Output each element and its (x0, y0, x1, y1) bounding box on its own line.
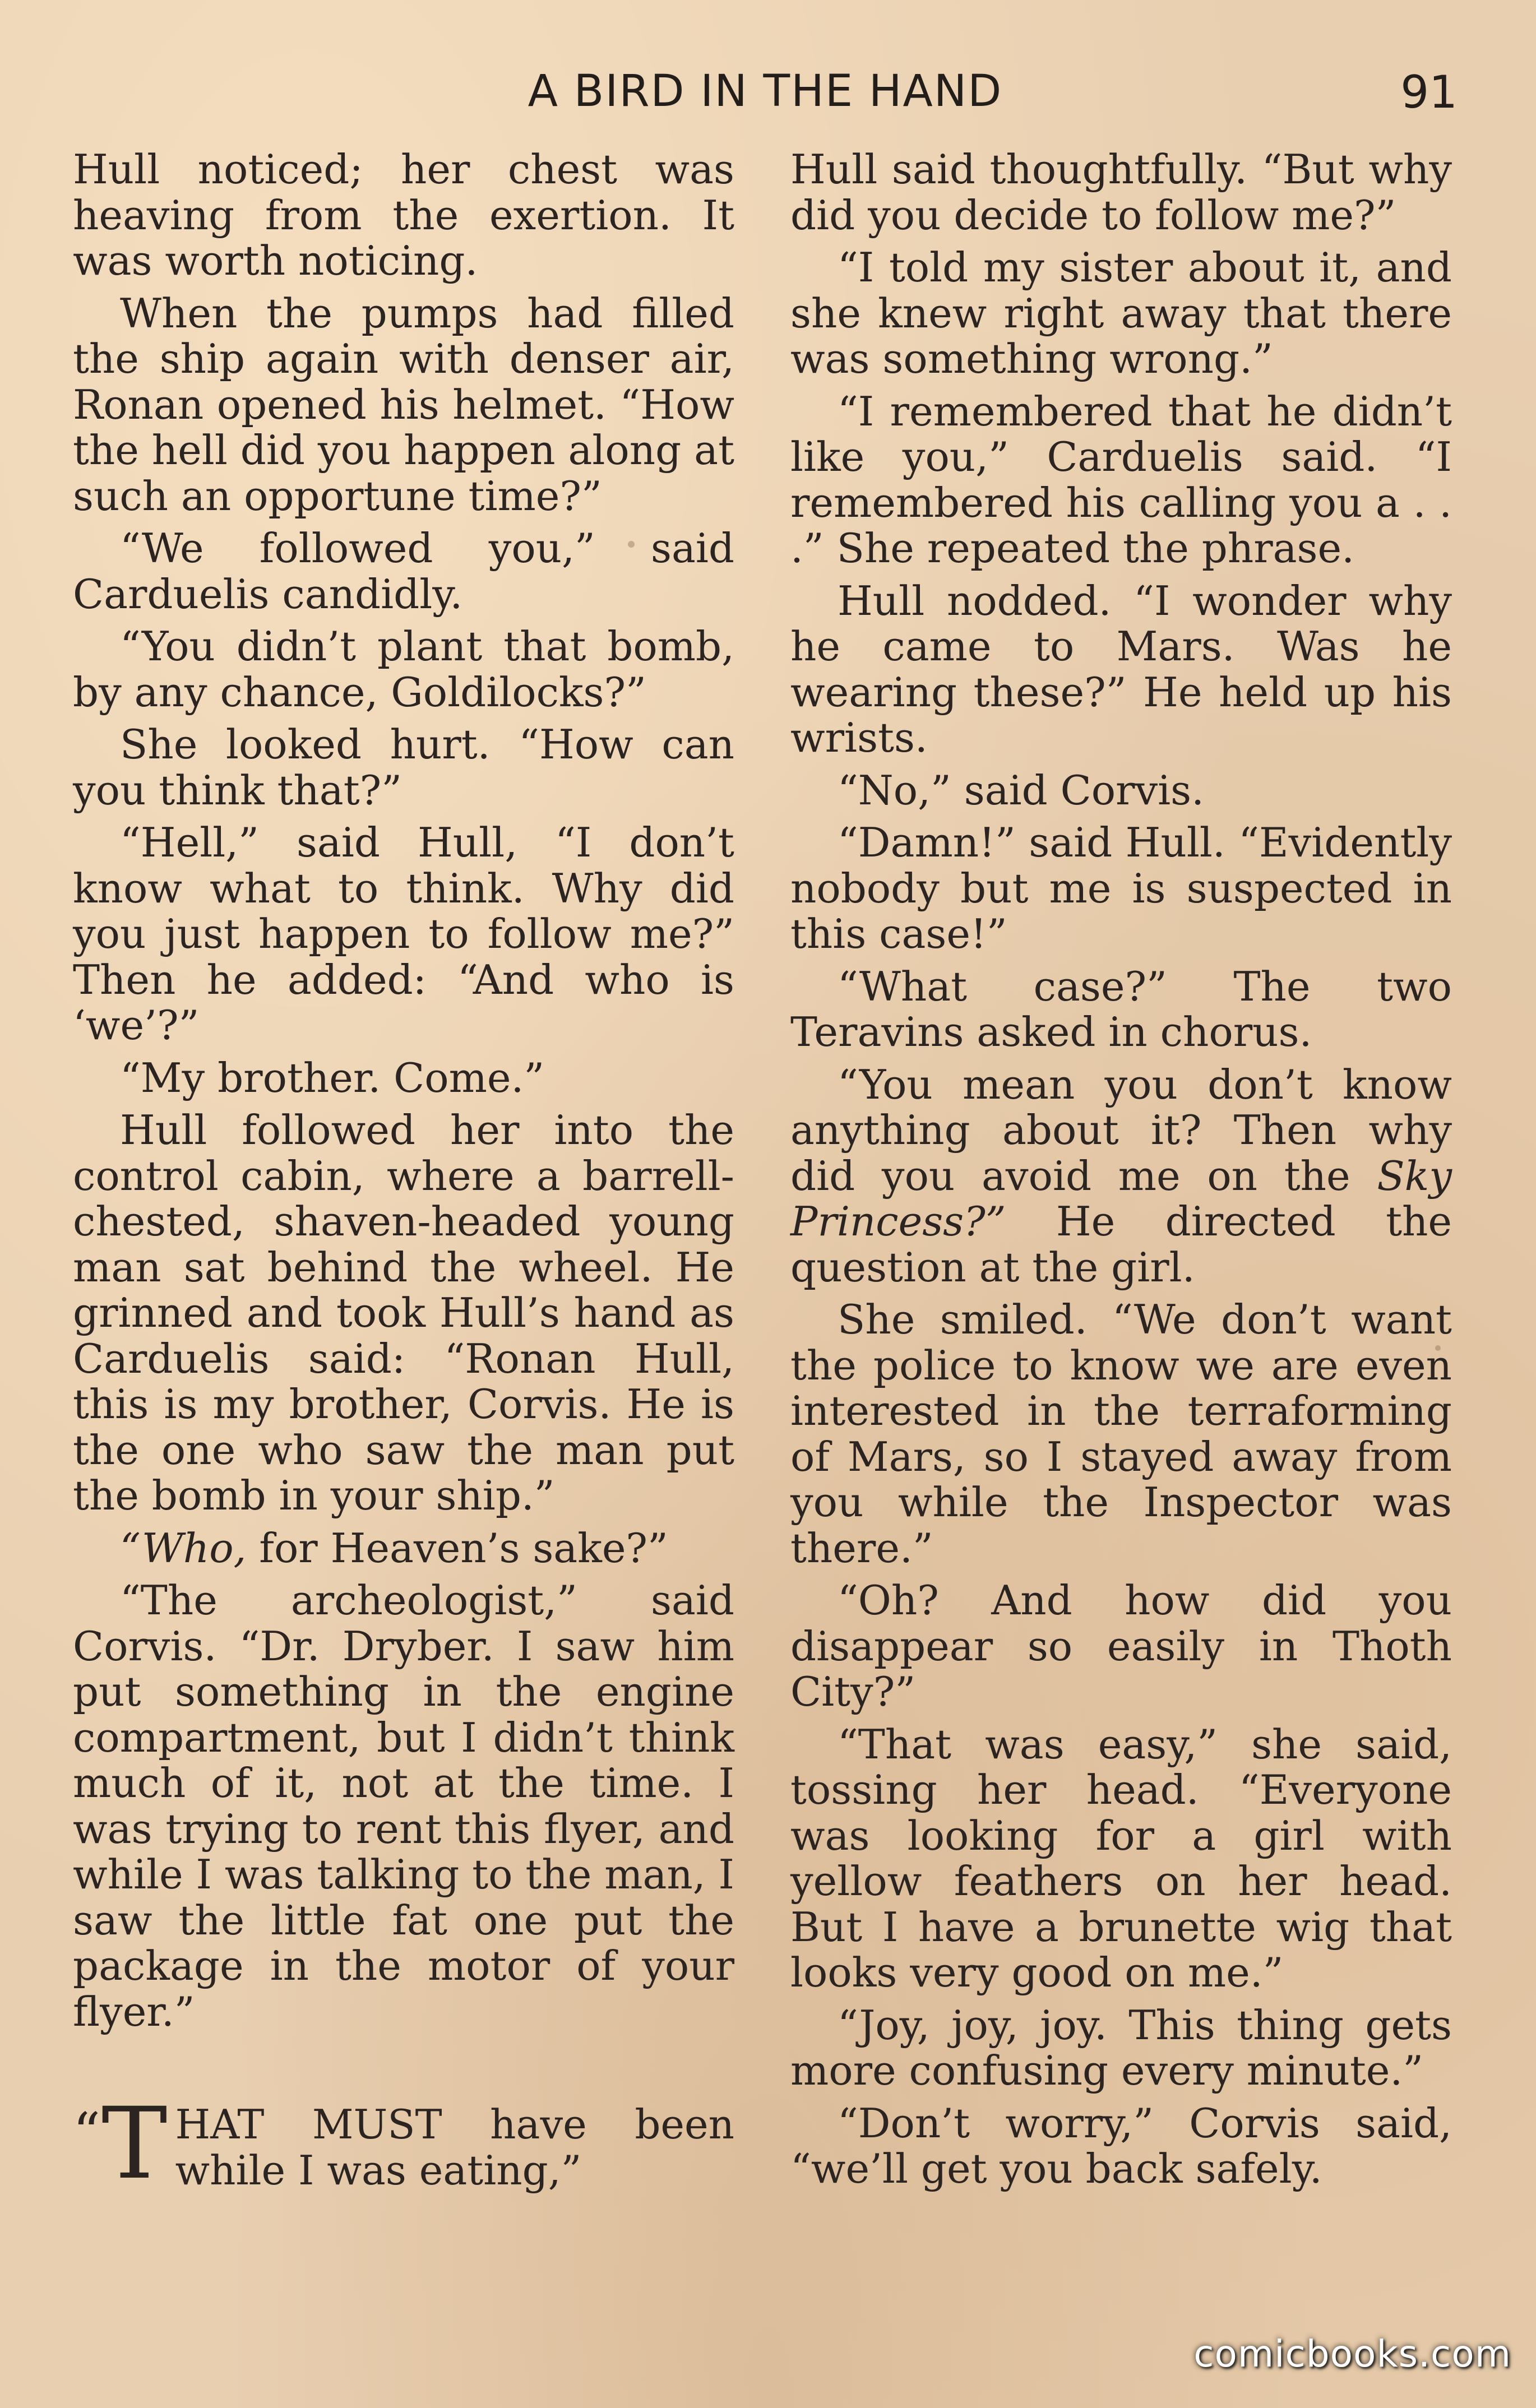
opening-quote-mark: “ (73, 2101, 101, 2164)
page-header (73, 66, 1458, 128)
running-title: A BIRD IN THE HAND (528, 66, 1003, 117)
ink-smudge (1435, 1345, 1441, 1351)
left-column (73, 147, 734, 2200)
ink-smudge (628, 541, 635, 548)
watermark: comicbooks.com (1193, 2332, 1511, 2375)
paragraph-text: “You mean you don’t know anything about it? Then why did you avoid me on the (790, 1061, 1452, 1200)
paragraph: “No,” said Corvis. (838, 766, 1205, 814)
paragraph: When the pumps had filled the ship again with denser air, Ronan opened his helmet. “How the hell did you happen along at such an opportune time?” (73, 289, 734, 520)
paragraph: “That was easy,” she said, tossing her head. “Everyone was looking for a girl with yellow feathers on her head. But I have a brunette wig that looks very good on me.” (790, 1720, 1452, 1996)
paragraph-text: for Heaven’s sake?” (246, 1524, 668, 1572)
paragraph: “My brother. Come.” (120, 1054, 545, 1101)
paragraph: “Joy, joy, joy. This thing gets more confusing every minute.” (790, 2001, 1452, 2094)
paragraph: “You didn’t plant that bomb, by any chance, Goldilocks?” (73, 623, 734, 716)
paragraph: “I remembered that he didn’t like you,” Carduelis said. “I remembered his calling you a . . .” She repeated the phrase. (790, 387, 1452, 572)
paragraph (73, 1526, 734, 1572)
right-column (790, 147, 1452, 2199)
paragraph-text: HAT MUST have been while I was eating,” (175, 2101, 734, 2194)
paragraph: Hull noticed; her chest was heaving from the exertion. It was worth noticing. (73, 146, 734, 284)
paragraph (790, 1062, 1452, 1291)
paragraph: She looked hurt. “How can you think that?” (73, 721, 734, 814)
italic-text: “Who, (120, 1524, 247, 1572)
paragraph: She smiled. “We don’t want the police to know we are even interested in the terraforming of Mars, so I stayed away from you while the Inspector was there.” (790, 1296, 1452, 1572)
paragraph: “The archeologist,” said Corvis. “Dr. Dryber. I saw him put something in the engine compartment, but I didn’t think much of it, not at the time. I was trying to rent this flyer, and while I was talking to the man, I saw the little fat one put the package in the motor of your flyer.” (73, 1577, 734, 2035)
paragraph: “We followed you,” said Carduelis candidly. (73, 525, 734, 618)
paragraph: “I told my sister about it, and she knew right away that there was something wrong.” (790, 244, 1452, 382)
paragraph: Hull followed her into the control cabin, where a barrell-chested, shaven-headed young man sat behind the wheel. He grinned and took Hull’s hand as Carduelis said: “Ronan Hull, this is my brother, Corvis. He is the one who saw the man put the bomb in your ship.” (73, 1106, 734, 1519)
paragraph: “Damn!” said Hull. “Evidently nobody but me is suspected in this case!” (790, 819, 1452, 957)
drop-cap: T (101, 2086, 168, 2201)
paragraph: Hull said thoughtfully. “But why did you decide to follow me?” (790, 146, 1452, 239)
paragraph: “Oh? And how did you disappear so easily in Thoth City?” (790, 1577, 1452, 1715)
paragraph: “What case?” The two Teravins asked in chorus. (790, 962, 1452, 1055)
paragraph-text: He directed the question at the girl. (790, 1198, 1452, 1291)
section-opening-paragraph (73, 2086, 734, 2201)
paragraph: “Hell,” said Hull, “I don’t know what to think. Why did you just happen to follow me?” Then he added: “And who is ‘we’?” (73, 819, 734, 1049)
page-number: 91 (1400, 66, 1458, 118)
paragraph: Hull nodded. “I wonder why he came to Mars. Was he wearing these?” He held up his wrists. (790, 577, 1452, 761)
italic-text: Sky Princess?” (790, 1152, 1452, 1245)
paragraph: “Don’t worry,” Corvis said, “we’ll get you back safely. (790, 2099, 1452, 2192)
